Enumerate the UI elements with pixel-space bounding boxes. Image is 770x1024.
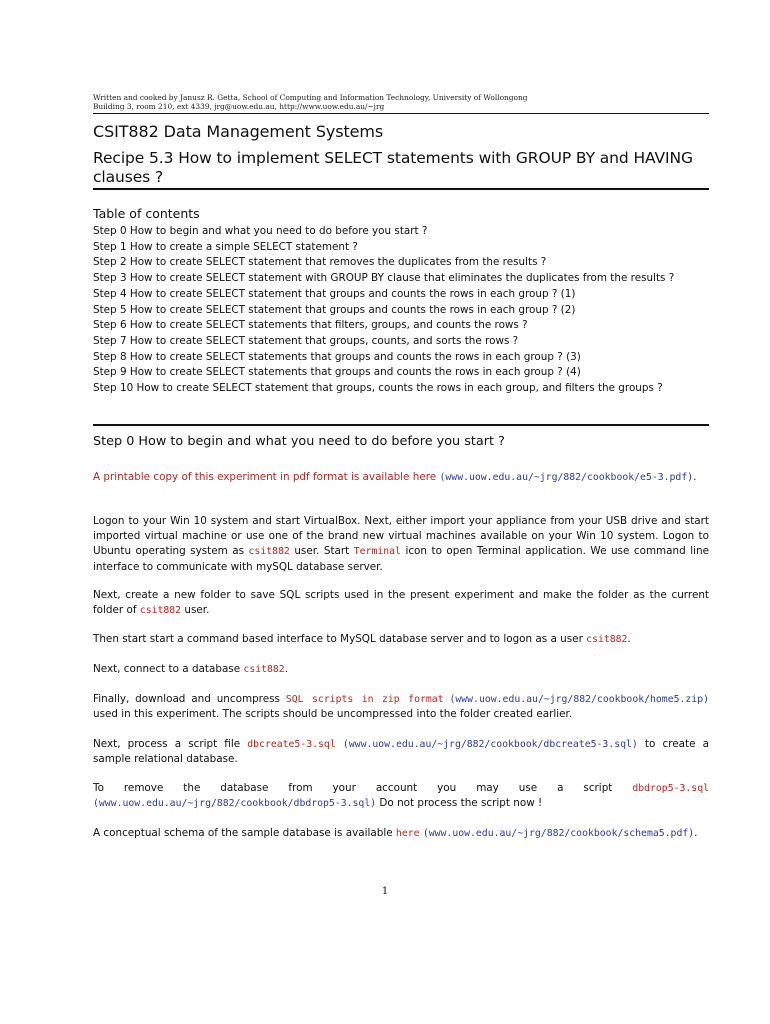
download-text-a: Finally, download and uncompress <box>93 693 286 705</box>
paragraph-printable-copy <box>93 470 709 485</box>
interface-text-a: Then start start a command based interface to MySQL database server and to logon as a user <box>93 633 587 645</box>
course-title: CSIT882 Data Management Systems <box>93 122 384 141</box>
paragraph-create-folder <box>93 588 709 618</box>
toc-item-step-5[interactable]: Step 5 How to create SELECT statement that groups and counts the rows in each group ? (2) <box>93 303 576 316</box>
header-note <box>93 93 709 111</box>
dbcreate-url[interactable]: (www.uow.edu.au/~jrg/882/cookbook/dbcreate5-3.sql) <box>342 739 638 750</box>
toc-item-step-4[interactable]: Step 4 How to create SELECT statement that groups and counts the rows in each group ? (1) <box>93 287 576 300</box>
paragraph-process-script <box>93 737 709 767</box>
schema-link[interactable]: here <box>395 828 420 839</box>
folder-text-b: user. <box>181 604 210 617</box>
title-rule <box>93 188 709 190</box>
interface-text-b: . <box>627 633 631 645</box>
process-text-a: Next, process a script file <box>93 738 248 750</box>
connect-text-b: . <box>284 663 289 675</box>
toc-item-step-1[interactable]: Step 1 How to create a simple SELECT statement ? <box>93 240 358 253</box>
logon-text-a: Logon to your Win 10 system and start VirtualBox. Next, either import your appliance from your USB drive and start imported virtual machine or use one of the brand new virtual machines available on your Win 10 system. Logon to Ubuntu operating system as <box>93 515 709 558</box>
printable-copy-url[interactable]: (www.uow.edu.au/~jrg/882/cookbook/e5-3.pdf) <box>439 472 694 483</box>
logon-terminal: Terminal <box>353 546 401 558</box>
remove-text-b: Do not process the script now ! <box>376 797 543 810</box>
download-zip-link[interactable]: SQL scripts in zip format <box>285 694 444 705</box>
toc-item-step-10[interactable]: Step 10 How to create SELECT statement that groups, counts the rows in each group, and filters the groups ? <box>93 382 663 395</box>
schema-url[interactable]: (www.uow.edu.au/~jrg/882/cookbook/schema5.pdf) <box>422 828 695 839</box>
printable-copy-text: A printable copy of this experiment in pdf format is available <box>93 471 413 483</box>
folder-user: csit882 <box>139 605 182 617</box>
paragraph-start-interface <box>93 632 709 647</box>
remove-text-a: To remove the database from your account you may use a script <box>93 782 633 794</box>
download-text-b: used in this experiment. The scripts should be uncompressed into the folder created earlier. <box>93 708 573 721</box>
process-text-b: to create a sample relational database. <box>93 738 709 766</box>
connect-text-a: Next, connect to a database <box>93 663 244 675</box>
toc-item-step-9[interactable]: Step 9 How to create SELECT statements that groups and counts the rows in each group ? (4) <box>93 366 581 379</box>
toc-item-step-6[interactable]: Step 6 How to create SELECT statements that filters, groups, and counts the rows ? <box>93 319 528 332</box>
paragraph-download <box>93 692 709 722</box>
dbdrop-link[interactable]: dbdrop5-3.sql <box>632 783 709 794</box>
interface-user: csit882 <box>586 634 628 645</box>
paragraph-schema <box>93 826 709 841</box>
printable-copy-end: . <box>693 471 697 483</box>
header-note-line2: Building 3, room 210, ext 4339, jrg@uow.edu.au, http://www.uow.edu.au/~jrg <box>93 102 385 111</box>
paragraph-remove-database <box>93 781 709 811</box>
header-rule <box>93 113 709 114</box>
folder-text-a: Next, create a new folder to save SQL scripts used in the present experiment and make the folder as the current folder of <box>93 589 709 617</box>
dbdrop-url[interactable]: (www.uow.edu.au/~jrg/882/cookbook/dbdrop5-3.sql) <box>93 798 377 810</box>
section-rule <box>93 424 709 426</box>
download-zip-url[interactable]: (www.uow.edu.au/~jrg/882/cookbook/home5.zip) <box>449 694 709 705</box>
toc-item-step-7[interactable]: Step 7 How to create SELECT statement that groups, counts, and sorts the rows ? <box>93 334 519 347</box>
logon-text-c: icon to open Terminal application. We use command line interface to communicate with mySQL database server. <box>93 545 709 573</box>
recipe-title: Recipe 5.3 How to implement SELECT statements with GROUP BY and HAVING clauses ? <box>93 149 693 186</box>
header-note-line1: Written and cooked by Janusz R. Getta, School of Computing and Information Technology, University of Wollongong <box>93 93 528 102</box>
paragraph-logon <box>93 514 709 575</box>
connect-db: csit882 <box>243 664 285 675</box>
toc-item-step-8[interactable]: Step 8 How to create SELECT statements that groups and counts the rows in each group ? (3) <box>93 350 581 363</box>
schema-text-b: . <box>694 827 698 839</box>
toc-item-step-3[interactable]: Step 3 How to create SELECT statement with GROUP BY clause that eliminates the duplicates from the results ? <box>93 272 675 285</box>
dbcreate-link[interactable]: dbcreate5-3.sql <box>247 739 336 750</box>
paragraph-connect <box>93 662 709 677</box>
logon-user: csit882 <box>248 546 290 558</box>
printable-copy-link[interactable]: here <box>412 471 437 483</box>
logon-text-b: user. Start <box>289 545 354 558</box>
page-number: 1 <box>381 886 389 897</box>
table-of-contents <box>93 224 711 397</box>
toc-item-step-0[interactable]: Step 0 How to begin and what you need to do before you start ? <box>93 225 428 237</box>
schema-text-a: A conceptual schema of the sample database is available <box>93 827 396 839</box>
step0-title: Step 0 How to begin and what you need to do before you start ? <box>93 434 505 449</box>
toc-title: Table of contents <box>93 206 200 221</box>
toc-item-step-2[interactable]: Step 2 How to create SELECT statement that removes the duplicates from the results ? <box>93 256 547 269</box>
